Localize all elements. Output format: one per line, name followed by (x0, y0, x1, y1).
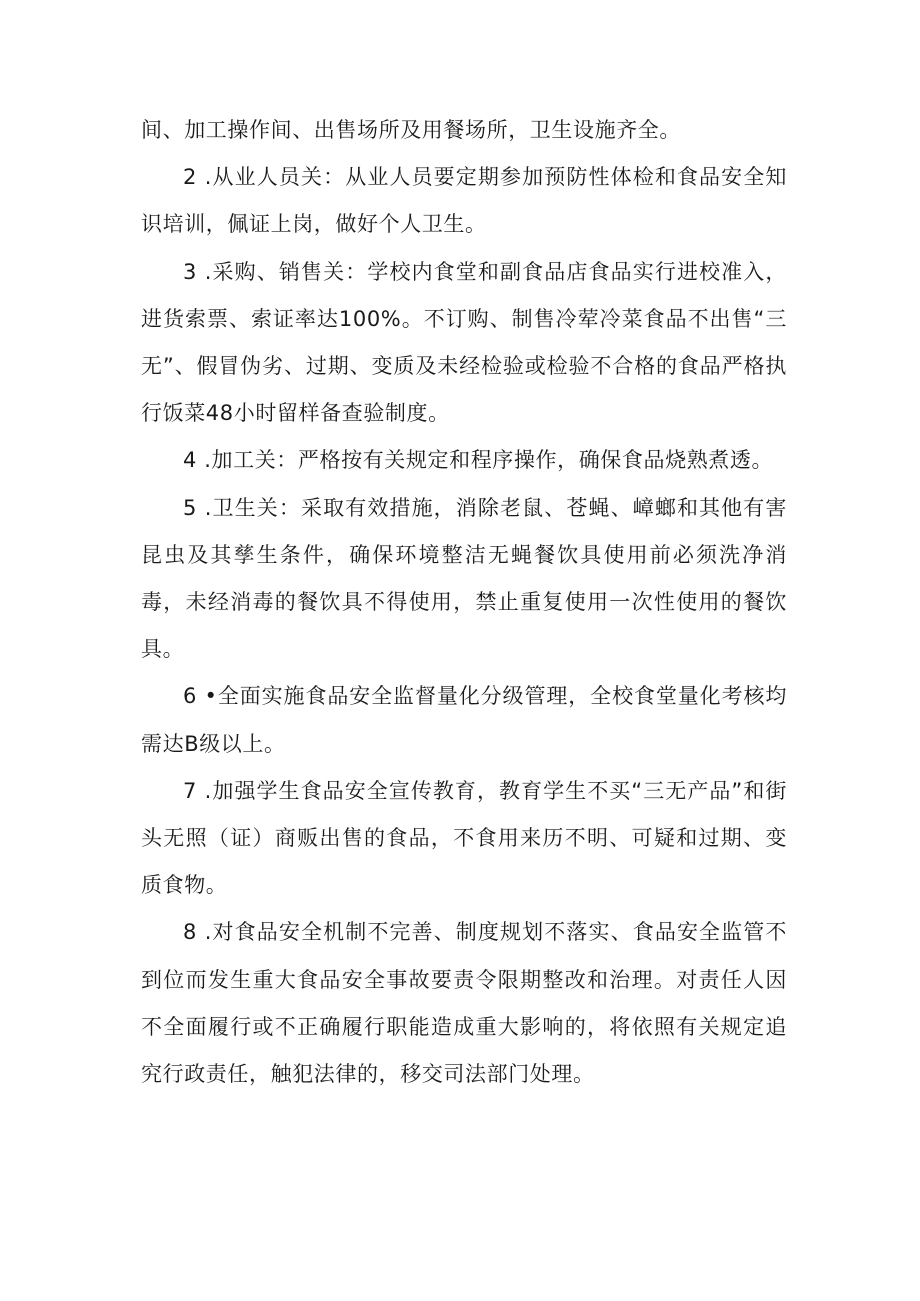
paragraph-item-2: 2 .从业人员关：从业人员要定期参加预防性体检和食品安全知识培训，佩证上岗，做好个人卫生。 (141, 165, 787, 237)
paragraph-item-4: 4 .加工关：严格按有关规定和程序操作，确保食品烧熟煮透。 (183, 448, 774, 473)
paragraph-item-8: 8 .对食品安全机制不完善、制度规划不落实、食品安全监管不到位而发生重大食品安全事故要责令限期整改和治理。对责任人因不全面履行或不正确履行职能造成重大影响的，将依照有关规定追究行政责任，触犯法律的，移交司法部门处理。 (141, 920, 787, 1087)
paragraph-item-7: 7 .加强学生食品安全宣传教育，教育学生不买“三无产品”和街头无照（证）商贩出售的食品，不食用来历不明、可疑和过期、变质食物。 (141, 778, 787, 898)
paragraph-item-3: 3 .采购、销售关：学校内食堂和副食品店食品实行进校准入，进货索票、索证率达100%。不订购、制售冷荤冷菜食品不出售“三无”、假冒伪劣、过期、变质及未经检验或检验不合格的食品严格执行饭菜48小时留样备查验制度。 (141, 259, 787, 426)
paragraph-continuation: 间、加工操作间、出售场所及用餐场所，卫生设施齐全。 (141, 118, 681, 142)
document-body (141, 107, 787, 1098)
paragraph-item-5: 5 .卫生关：采取有效措施，消除老鼠、苍蝇、嶂螂和其他有害昆虫及其孳生条件，确保环境整洁无蝇餐饮具使用前必须洗净消毒，未经消毒的餐饮具不得使用，禁止重复使用一次性使用的餐饮具。 (141, 495, 787, 662)
paragraph-item-6: 6 •全面实施食品安全监督量化分级管理，全校食堂量化考核均需达B级以上。 (141, 684, 787, 756)
